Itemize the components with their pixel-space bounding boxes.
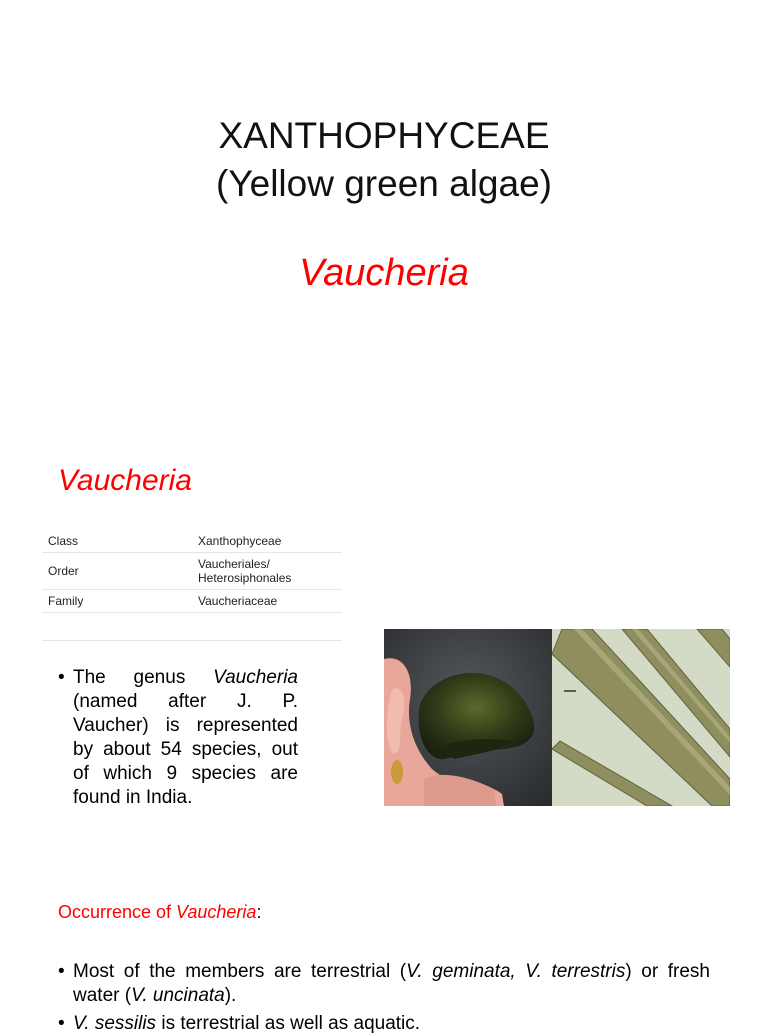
table-row — [42, 530, 342, 553]
rank-cell: Class — [42, 530, 192, 553]
value-line: Vaucheriales/ — [198, 557, 270, 571]
value-cell: Xanthophyceae — [192, 530, 342, 553]
vaucheria-filament-micrograph — [552, 629, 730, 806]
heading-genus: Vaucheria — [176, 902, 257, 922]
bullet-icon: • — [58, 667, 65, 688]
occurrence-bullet-2 — [58, 1012, 710, 1036]
text-run: is terrestrial as well as aquatic. — [156, 1013, 421, 1034]
text-run: ). — [224, 985, 237, 1006]
value-line: Heterosiphonales — [198, 571, 292, 585]
heading-colon: : — [256, 902, 262, 922]
genus-name: Vaucheria — [213, 667, 298, 688]
text-run: The genus — [73, 667, 214, 688]
taxonomy-table — [42, 530, 342, 613]
species-name: V. sessilis — [73, 1013, 157, 1034]
occurrence-bullet-1 — [58, 960, 710, 1008]
table-row — [42, 553, 342, 590]
occurrence-heading — [58, 902, 261, 923]
slide-subtitle: Vaucheria — [299, 252, 469, 294]
heading-prefix: Occurrence of — [58, 902, 177, 922]
text-run: Most of the members are terrestrial ( — [73, 961, 407, 982]
table-row — [42, 590, 342, 613]
photo-pair — [384, 629, 730, 806]
value-cell: Vaucheriaceae — [192, 590, 342, 613]
table-divider — [42, 640, 342, 641]
bullet-text — [73, 960, 710, 1008]
title-line-2: (Yellow green algae) — [216, 163, 552, 204]
bullet-icon: • — [58, 1013, 65, 1034]
bullet-text — [73, 1012, 710, 1036]
genus-bullet — [58, 666, 298, 810]
species-name: V. geminata, V. terrestris — [406, 961, 626, 982]
title-line-1: XANTHOPHYCEAE — [218, 115, 550, 156]
bullet-icon: • — [58, 961, 65, 982]
bullet-text — [73, 666, 298, 810]
value-cell — [192, 553, 342, 590]
slide-title — [0, 112, 768, 208]
rank-cell: Order — [42, 553, 192, 590]
section-heading: Vaucheria — [58, 464, 192, 497]
species-name: V. uncinata — [131, 985, 225, 1006]
text-run: (named after J. P. Vaucher) is represented by about 54 species, out of which 9 species are found in India. — [73, 691, 298, 808]
text-run: ) or fresh water ( — [73, 961, 710, 1006]
vaucheria-hand-photo — [384, 629, 552, 806]
rank-cell: Family — [42, 590, 192, 613]
